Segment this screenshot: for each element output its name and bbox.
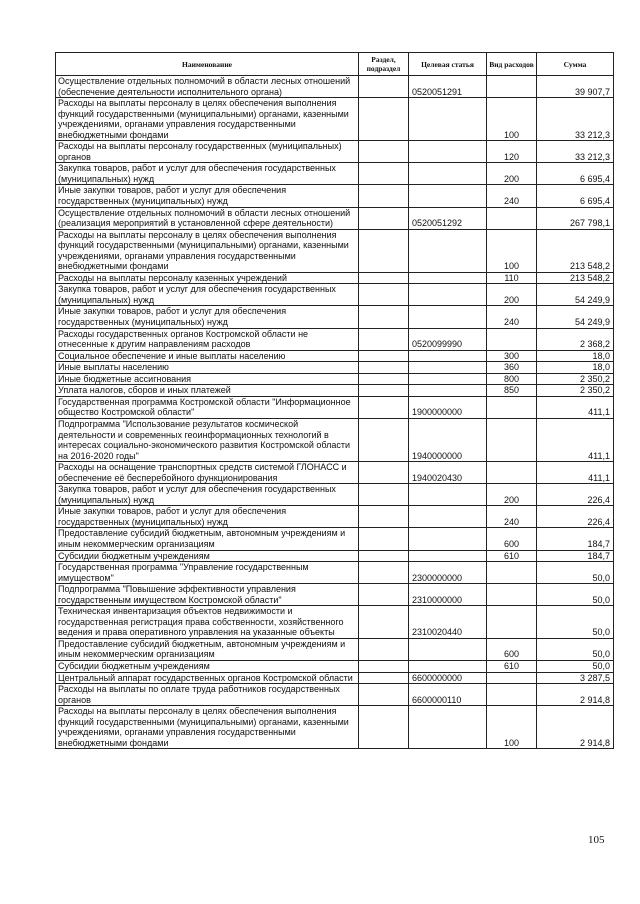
cell-name: Техническая инвентаризация объектов недвижимости и государственная регистрация права собственности, хозяйственного ведения и права оперативного управления на указанные объекты — [56, 606, 359, 639]
cell-vid: 100 — [487, 706, 537, 749]
cell-name: Расходы на выплаты персоналу в целях обеспечения выполнения функций государственными (муниципальными) органами, казенными учреждениями, органами управления государственными внебюджетными фондами — [56, 98, 359, 141]
cell-target — [409, 185, 487, 207]
cell-target — [409, 98, 487, 141]
table-row — [56, 462, 614, 484]
cell-name: Расходы на выплаты персоналу казенных учреждений — [56, 272, 359, 284]
table-row — [56, 660, 614, 672]
cell-target: 0520099990 — [409, 328, 487, 350]
page-number: 105 — [588, 834, 605, 846]
cell-target — [409, 272, 487, 284]
cell-name: Расходы на выплаты персоналу государственных (муниципальных) органов — [56, 141, 359, 163]
table-row — [56, 284, 614, 306]
cell-name: Субсидии бюджетным учреждениям — [56, 550, 359, 562]
table-row — [56, 163, 614, 185]
table-row — [56, 362, 614, 374]
cell-vid — [487, 606, 537, 639]
cell-razdel — [359, 141, 409, 163]
cell-sum: 33 212,3 — [537, 98, 614, 141]
table-body — [56, 76, 614, 749]
cell-sum: 2 914,8 — [537, 706, 614, 749]
table-row — [56, 76, 614, 98]
cell-vid: 800 — [487, 373, 537, 385]
cell-sum: 33 212,3 — [537, 141, 614, 163]
cell-name: Социальное обеспечение и иные выплаты населению — [56, 350, 359, 362]
cell-razdel — [359, 462, 409, 484]
cell-target — [409, 229, 487, 272]
cell-razdel — [359, 163, 409, 185]
cell-sum: 54 249,9 — [537, 284, 614, 306]
cell-sum: 213 548,2 — [537, 272, 614, 284]
cell-target — [409, 706, 487, 749]
cell-razdel — [359, 229, 409, 272]
cell-target: 1940000000 — [409, 418, 487, 461]
cell-vid — [487, 76, 537, 98]
header-razdel: Раздел, подраздел — [359, 53, 409, 76]
table-row — [56, 141, 614, 163]
cell-razdel — [359, 284, 409, 306]
cell-name: Осуществление отдельных полномочий в области лесных отношений (реализация мероприятий в установленной сфере деятельности) — [56, 207, 359, 229]
cell-name: Предоставление субсидий бюджетным, автономным учреждениям и иным некоммерческим организациям — [56, 528, 359, 550]
cell-target: 6600000110 — [409, 684, 487, 706]
cell-name: Государственная программа "Управление государственным имуществом" — [56, 562, 359, 584]
cell-razdel — [359, 207, 409, 229]
cell-target: 1900000000 — [409, 396, 487, 418]
cell-name: Расходы на выплаты персоналу в целях обеспечения выполнения функций государственными (муниципальными) органами, казенными учреждениями, органами управления государственными внебюджетными фондами — [56, 706, 359, 749]
cell-razdel — [359, 528, 409, 550]
cell-target: 1940020430 — [409, 462, 487, 484]
header-sum: Сумма — [537, 53, 614, 76]
cell-sum: 226,4 — [537, 506, 614, 528]
cell-sum: 3 287,5 — [537, 672, 614, 684]
cell-razdel — [359, 385, 409, 397]
cell-name: Субсидии бюджетным учреждениям — [56, 660, 359, 672]
cell-sum: 2 350,2 — [537, 385, 614, 397]
cell-vid — [487, 672, 537, 684]
cell-razdel — [359, 76, 409, 98]
cell-name: Государственная программа Костромской области "Информационное общество Костромской области" — [56, 396, 359, 418]
cell-target: 2310020440 — [409, 606, 487, 639]
cell-sum: 50,0 — [537, 584, 614, 606]
cell-vid: 240 — [487, 185, 537, 207]
table-row — [56, 396, 614, 418]
table-row — [56, 638, 614, 660]
table-row — [56, 606, 614, 639]
cell-razdel — [359, 660, 409, 672]
cell-sum: 411,1 — [537, 396, 614, 418]
cell-target — [409, 350, 487, 362]
cell-sum: 50,0 — [537, 562, 614, 584]
cell-vid: 110 — [487, 272, 537, 284]
cell-sum: 2 350,2 — [537, 373, 614, 385]
cell-razdel — [359, 418, 409, 461]
cell-razdel — [359, 306, 409, 328]
cell-name: Расходы на оснащение транспортных средств системой ГЛОНАСС и обеспечение её бесперебойного функционирования — [56, 462, 359, 484]
cell-target: 2300000000 — [409, 562, 487, 584]
cell-vid — [487, 418, 537, 461]
cell-name: Подпрограмма "Использование результатов космической деятельности и современных геоинформационных технологий в интересах социально-экономического развития Костромской области на 2016-2020 годы" — [56, 418, 359, 461]
cell-name: Закупка товаров, работ и услуг для обеспечения государственных (муниципальных) нужд — [56, 284, 359, 306]
cell-vid: 100 — [487, 98, 537, 141]
cell-name: Иные бюджетные ассигнования — [56, 373, 359, 385]
cell-target — [409, 385, 487, 397]
cell-sum: 6 695,4 — [537, 185, 614, 207]
header-name: Наименование — [56, 53, 359, 76]
cell-razdel — [359, 98, 409, 141]
cell-razdel — [359, 272, 409, 284]
cell-target: 2310000000 — [409, 584, 487, 606]
cell-target — [409, 284, 487, 306]
table-row — [56, 272, 614, 284]
cell-razdel — [359, 638, 409, 660]
cell-vid — [487, 462, 537, 484]
table-row — [56, 506, 614, 528]
cell-sum: 18,0 — [537, 362, 614, 374]
cell-razdel — [359, 706, 409, 749]
cell-sum: 2 368,2 — [537, 328, 614, 350]
cell-sum: 226,4 — [537, 484, 614, 506]
cell-vid — [487, 396, 537, 418]
cell-razdel — [359, 606, 409, 639]
table-row — [56, 672, 614, 684]
cell-sum: 411,1 — [537, 462, 614, 484]
cell-target — [409, 163, 487, 185]
cell-vid — [487, 207, 537, 229]
header-target: Целевая статья — [409, 53, 487, 76]
cell-name: Иные выплаты населению — [56, 362, 359, 374]
cell-vid: 610 — [487, 660, 537, 672]
cell-target — [409, 484, 487, 506]
document-page — [55, 52, 613, 749]
header-vid: Вид расходов — [487, 53, 537, 76]
cell-target — [409, 373, 487, 385]
cell-sum: 267 798,1 — [537, 207, 614, 229]
cell-vid: 100 — [487, 229, 537, 272]
cell-target — [409, 362, 487, 374]
cell-target — [409, 638, 487, 660]
cell-vid: 360 — [487, 362, 537, 374]
cell-vid: 300 — [487, 350, 537, 362]
table-row — [56, 418, 614, 461]
cell-sum: 50,0 — [537, 638, 614, 660]
cell-sum: 2 914,8 — [537, 684, 614, 706]
table-row — [56, 373, 614, 385]
cell-razdel — [359, 185, 409, 207]
cell-name: Уплата налогов, сборов и иных платежей — [56, 385, 359, 397]
cell-target: 0520051291 — [409, 76, 487, 98]
cell-vid: 120 — [487, 141, 537, 163]
table-header-row — [56, 53, 614, 76]
cell-vid: 240 — [487, 506, 537, 528]
cell-razdel — [359, 550, 409, 562]
budget-table — [55, 52, 614, 749]
cell-target — [409, 528, 487, 550]
table-row — [56, 207, 614, 229]
cell-target — [409, 141, 487, 163]
cell-name: Расходы на выплаты по оплате труда работников государственных органов — [56, 684, 359, 706]
cell-vid: 600 — [487, 638, 537, 660]
cell-sum: 184,7 — [537, 528, 614, 550]
cell-razdel — [359, 484, 409, 506]
table-row — [56, 328, 614, 350]
table-row — [56, 584, 614, 606]
cell-sum: 18,0 — [537, 350, 614, 362]
cell-vid — [487, 584, 537, 606]
table-row — [56, 185, 614, 207]
cell-vid: 600 — [487, 528, 537, 550]
cell-razdel — [359, 362, 409, 374]
cell-sum: 54 249,9 — [537, 306, 614, 328]
table-row — [56, 98, 614, 141]
cell-razdel — [359, 350, 409, 362]
cell-target: 0520051292 — [409, 207, 487, 229]
cell-name: Закупка товаров, работ и услуг для обеспечения государственных (муниципальных) нужд — [56, 163, 359, 185]
cell-vid: 240 — [487, 306, 537, 328]
table-row — [56, 385, 614, 397]
cell-razdel — [359, 506, 409, 528]
cell-sum: 411,1 — [537, 418, 614, 461]
cell-name: Предоставление субсидий бюджетным, автономным учреждениям и иным некоммерческим организациям — [56, 638, 359, 660]
cell-name: Расходы на выплаты персоналу в целях обеспечения выполнения функций государственными (муниципальными) органами, казенными учреждениями, органами управления государственными внебюджетными фондами — [56, 229, 359, 272]
cell-vid: 200 — [487, 284, 537, 306]
cell-razdel — [359, 672, 409, 684]
cell-vid — [487, 684, 537, 706]
cell-razdel — [359, 373, 409, 385]
cell-sum: 50,0 — [537, 660, 614, 672]
cell-razdel — [359, 562, 409, 584]
table-row — [56, 229, 614, 272]
cell-target: 6600000000 — [409, 672, 487, 684]
cell-name: Иные закупки товаров, работ и услуг для обеспечения государственных (муниципальных) нужд — [56, 506, 359, 528]
cell-sum: 6 695,4 — [537, 163, 614, 185]
cell-vid — [487, 328, 537, 350]
table-row — [56, 562, 614, 584]
cell-razdel — [359, 396, 409, 418]
cell-target — [409, 306, 487, 328]
table-row — [56, 550, 614, 562]
cell-razdel — [359, 584, 409, 606]
cell-name: Иные закупки товаров, работ и услуг для обеспечения государственных (муниципальных) нужд — [56, 306, 359, 328]
cell-razdel — [359, 684, 409, 706]
cell-target — [409, 550, 487, 562]
cell-sum: 39 907,7 — [537, 76, 614, 98]
table-row — [56, 528, 614, 550]
table-row — [56, 706, 614, 749]
cell-vid: 200 — [487, 484, 537, 506]
cell-name: Центральный аппарат государственных органов Костромской области — [56, 672, 359, 684]
cell-vid: 610 — [487, 550, 537, 562]
cell-name: Иные закупки товаров, работ и услуг для обеспечения государственных (муниципальных) нужд — [56, 185, 359, 207]
cell-target — [409, 506, 487, 528]
table-row — [56, 350, 614, 362]
cell-target — [409, 660, 487, 672]
cell-vid: 200 — [487, 163, 537, 185]
cell-name: Осуществление отдельных полномочий в области лесных отношений (обеспечение деятельности исполнительного органа) — [56, 76, 359, 98]
cell-vid: 850 — [487, 385, 537, 397]
cell-name: Подпрограмма "Повышение эффективности управления государственным имуществом Костромской области" — [56, 584, 359, 606]
cell-sum: 50,0 — [537, 606, 614, 639]
cell-name: Расходы государственных органов Костромской области не отнесенные к другим направлениям расходов — [56, 328, 359, 350]
cell-razdel — [359, 328, 409, 350]
cell-sum: 184,7 — [537, 550, 614, 562]
cell-vid — [487, 562, 537, 584]
table-row — [56, 684, 614, 706]
cell-name: Закупка товаров, работ и услуг для обеспечения государственных (муниципальных) нужд — [56, 484, 359, 506]
table-row — [56, 484, 614, 506]
cell-sum: 213 548,2 — [537, 229, 614, 272]
table-row — [56, 306, 614, 328]
